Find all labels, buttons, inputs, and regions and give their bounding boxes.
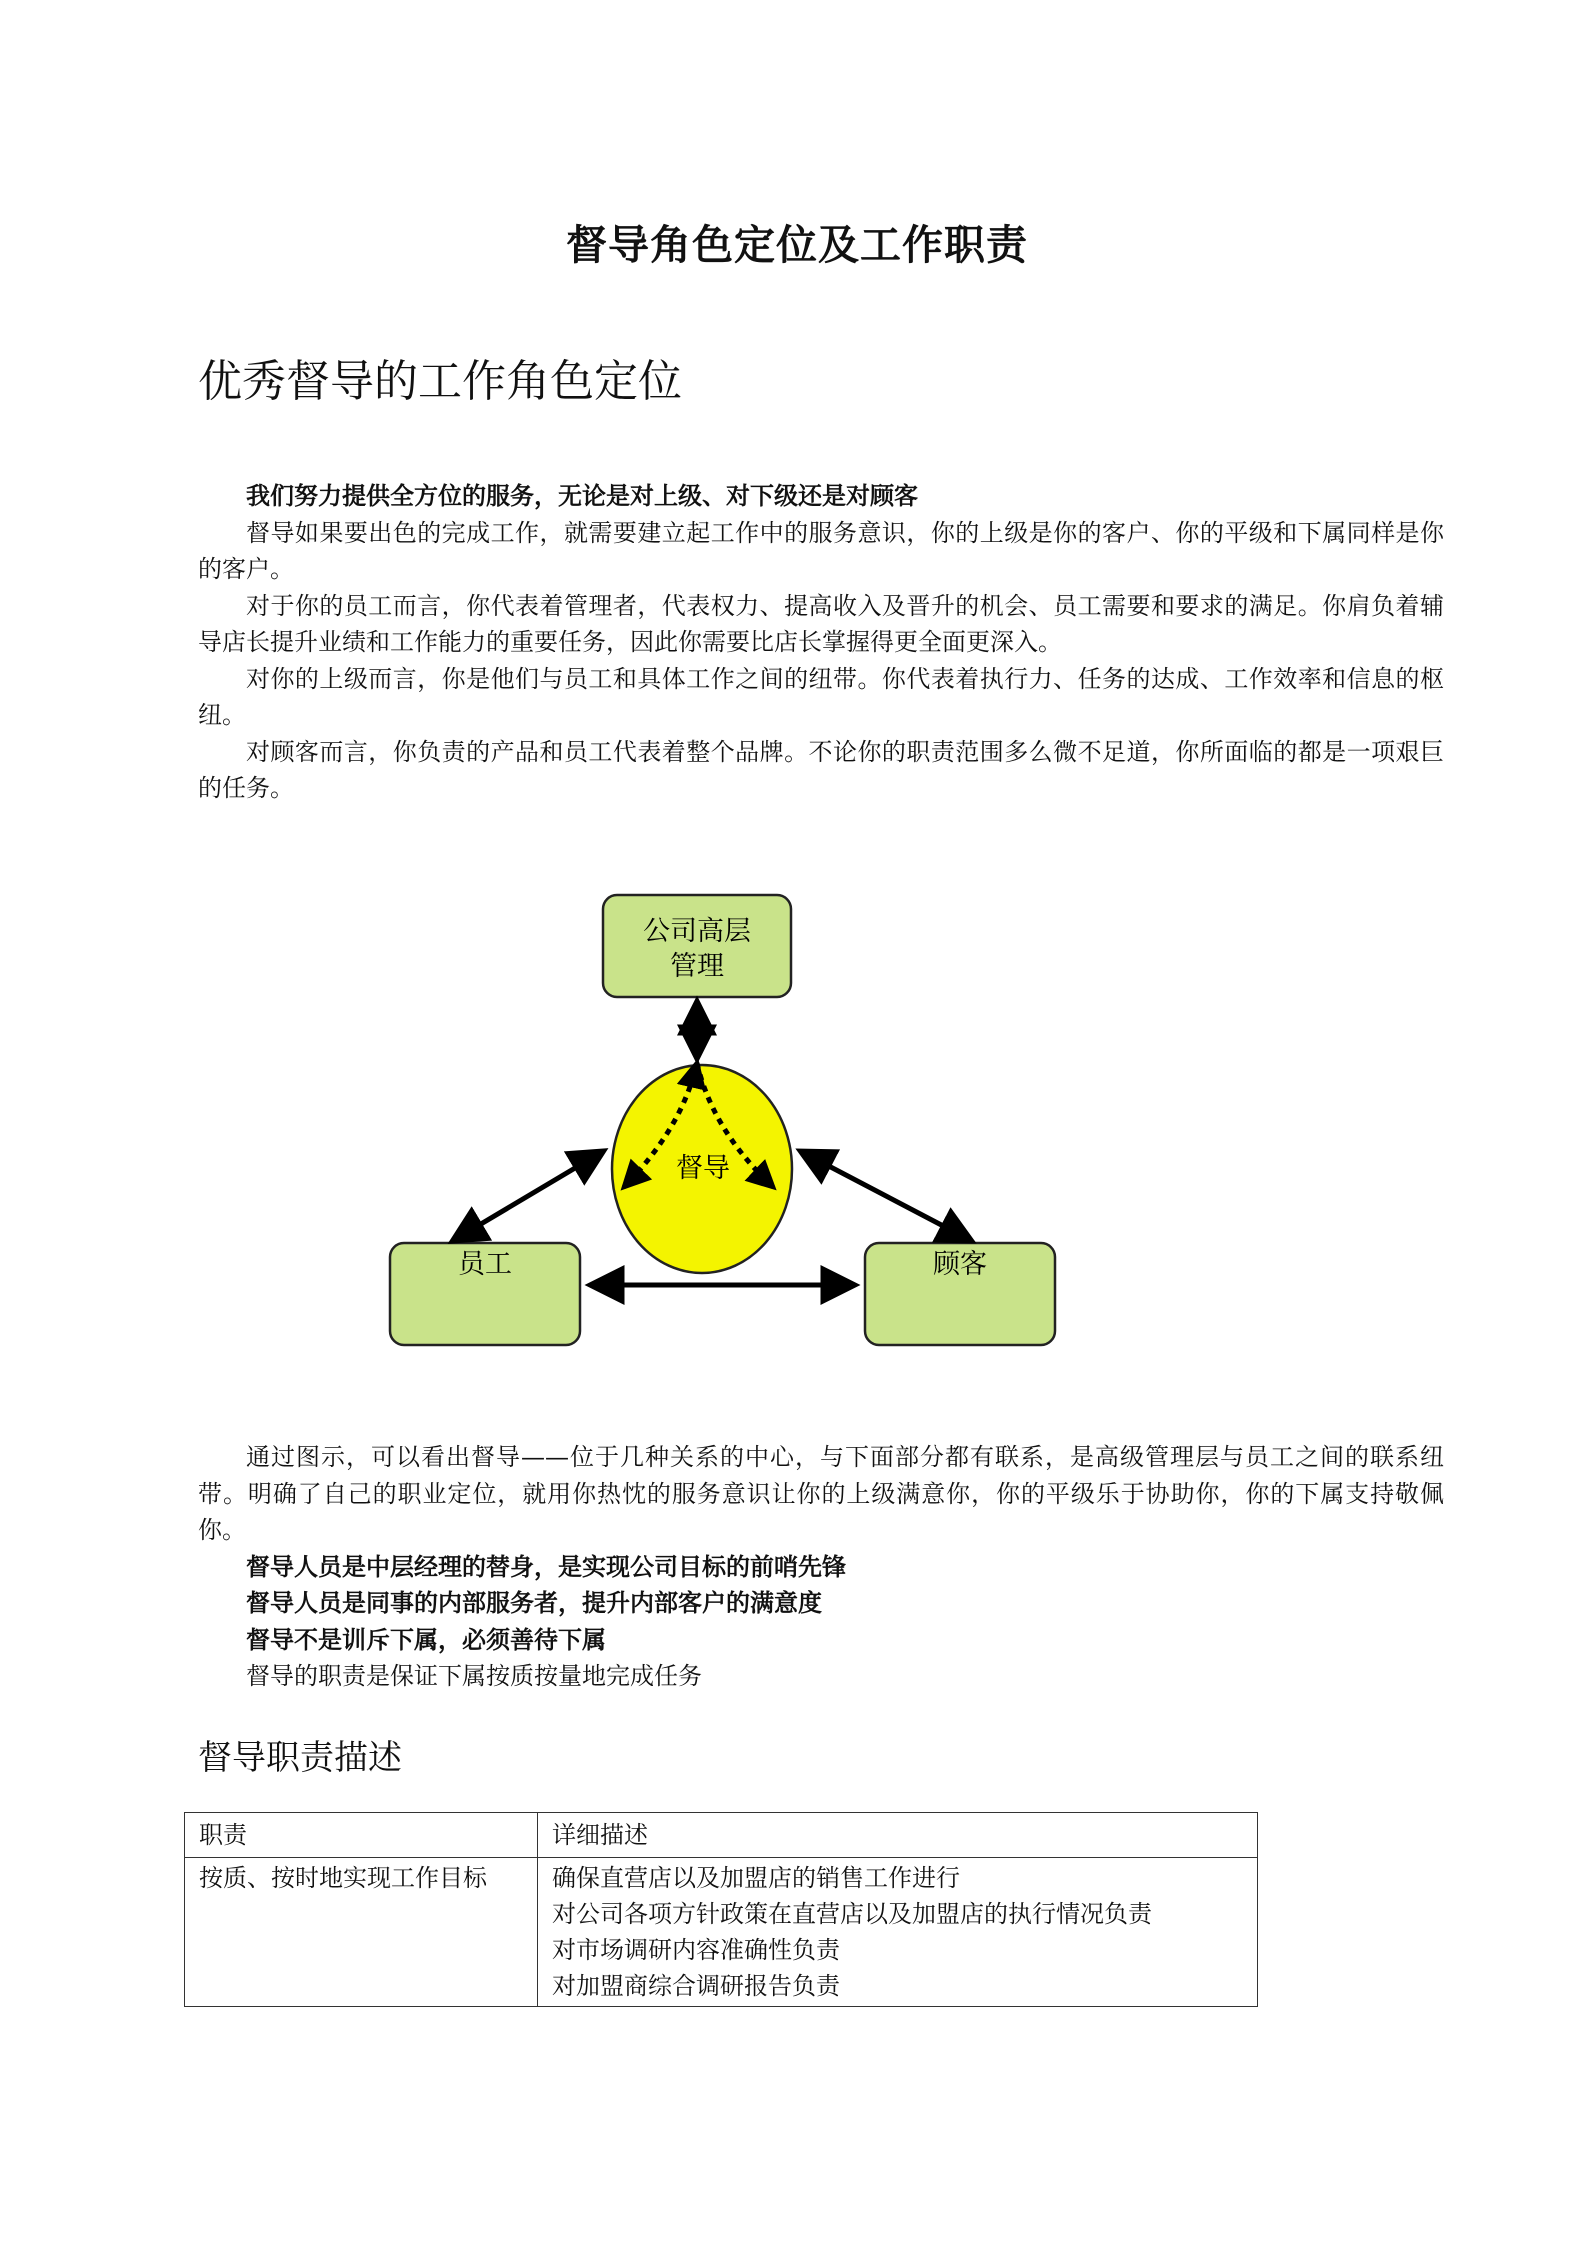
header-details: 详细描述 <box>538 1813 1258 1858</box>
role-paragraph: 对你的上级而言，你是他们与员工和具体工作之间的纽带。你代表着执行力、任务的达成、工作效率和信息的枢纽。 <box>198 664 1444 729</box>
top-box-label-line2: 管理 <box>670 951 724 982</box>
top-box-label-line1: 公司高层 <box>643 916 751 947</box>
role-paragraph: 对于你的员工而言，你代表着管理者，代表权力、提高收入及晋升的机会、员工需要和要求的满足。你肩负着辅导店长提升业绩和工作能力的重要任务，因此你需要比店长掌握得更全面更深入。 <box>198 591 1444 656</box>
right-box-label: 顾客 <box>933 1249 987 1280</box>
table-header-row <box>185 1813 1258 1858</box>
table-row <box>185 1858 1258 2007</box>
detail-line: 确保直营店以及加盟店的销售工作进行 <box>552 1864 960 1892</box>
summary-paragraph: 督导人员是中层经理的替身，是实现公司目标的前哨先锋 <box>246 1552 846 1581</box>
table-body <box>185 1858 1258 2007</box>
duty-table <box>184 1812 1258 2007</box>
details-cell <box>538 1858 1258 2007</box>
summary-paragraph: 通过图示，可以看出督导——位于几种关系的中心，与下面部分都有联系，是高级管理层与员工之间的联系纽带。明确了自己的职业定位，就用你热忱的服务意识让你的上级满意你，你的平级乐于协助你，你的下属支持敬佩你。 <box>198 1443 1444 1544</box>
summary-paragraphs <box>198 1439 1444 1695</box>
detail-line: 对市场调研内容准确性负责 <box>552 1936 840 1964</box>
duty-cell: 按质、按时地实现工作目标 <box>185 1858 538 2007</box>
center-label: 督导 <box>676 1153 730 1184</box>
document-title: 督导角色定位及工作职责 <box>566 221 1028 269</box>
summary-paragraph: 督导不是训斥下属，必须善待下属 <box>246 1625 606 1654</box>
section-heading-role: 优秀督导的工作角色定位 <box>198 356 682 407</box>
role-paragraph: 我们努力提供全方位的服务，无论是对上级、对下级还是对顾客 <box>246 482 918 510</box>
summary-paragraph: 督导的职责是保证下属按质按量地完成任务 <box>246 1662 702 1690</box>
arrow-customer-supervisor <box>802 1152 970 1240</box>
role-paragraph: 督导如果要出色的完成工作，就需要建立起工作中的服务意识，你的上级是你的客户、你的平级和下属同样是你的客户。 <box>198 518 1444 583</box>
header-duty: 职责 <box>185 1813 538 1858</box>
detail-line: 对公司各项方针政策在直营店以及加盟店的执行情况负责 <box>552 1900 1152 1928</box>
detail-line: 对加盟商综合调研报告负责 <box>552 1972 840 2000</box>
section-heading-duties: 督导职责描述 <box>198 1738 402 1778</box>
summary-paragraph: 督导人员是同事的内部服务者，提升内部客户的满意度 <box>246 1589 822 1617</box>
arrow-staff-supervisor <box>454 1152 602 1240</box>
relationship-diagram <box>380 885 1080 1355</box>
role-paragraphs <box>198 478 1444 807</box>
left-box-label: 员工 <box>458 1249 512 1280</box>
role-paragraph: 对顾客而言，你负责的产品和员工代表着整个品牌。不论你的职责范围多么微不足道，你所面临的都是一项艰巨的任务。 <box>198 737 1444 802</box>
